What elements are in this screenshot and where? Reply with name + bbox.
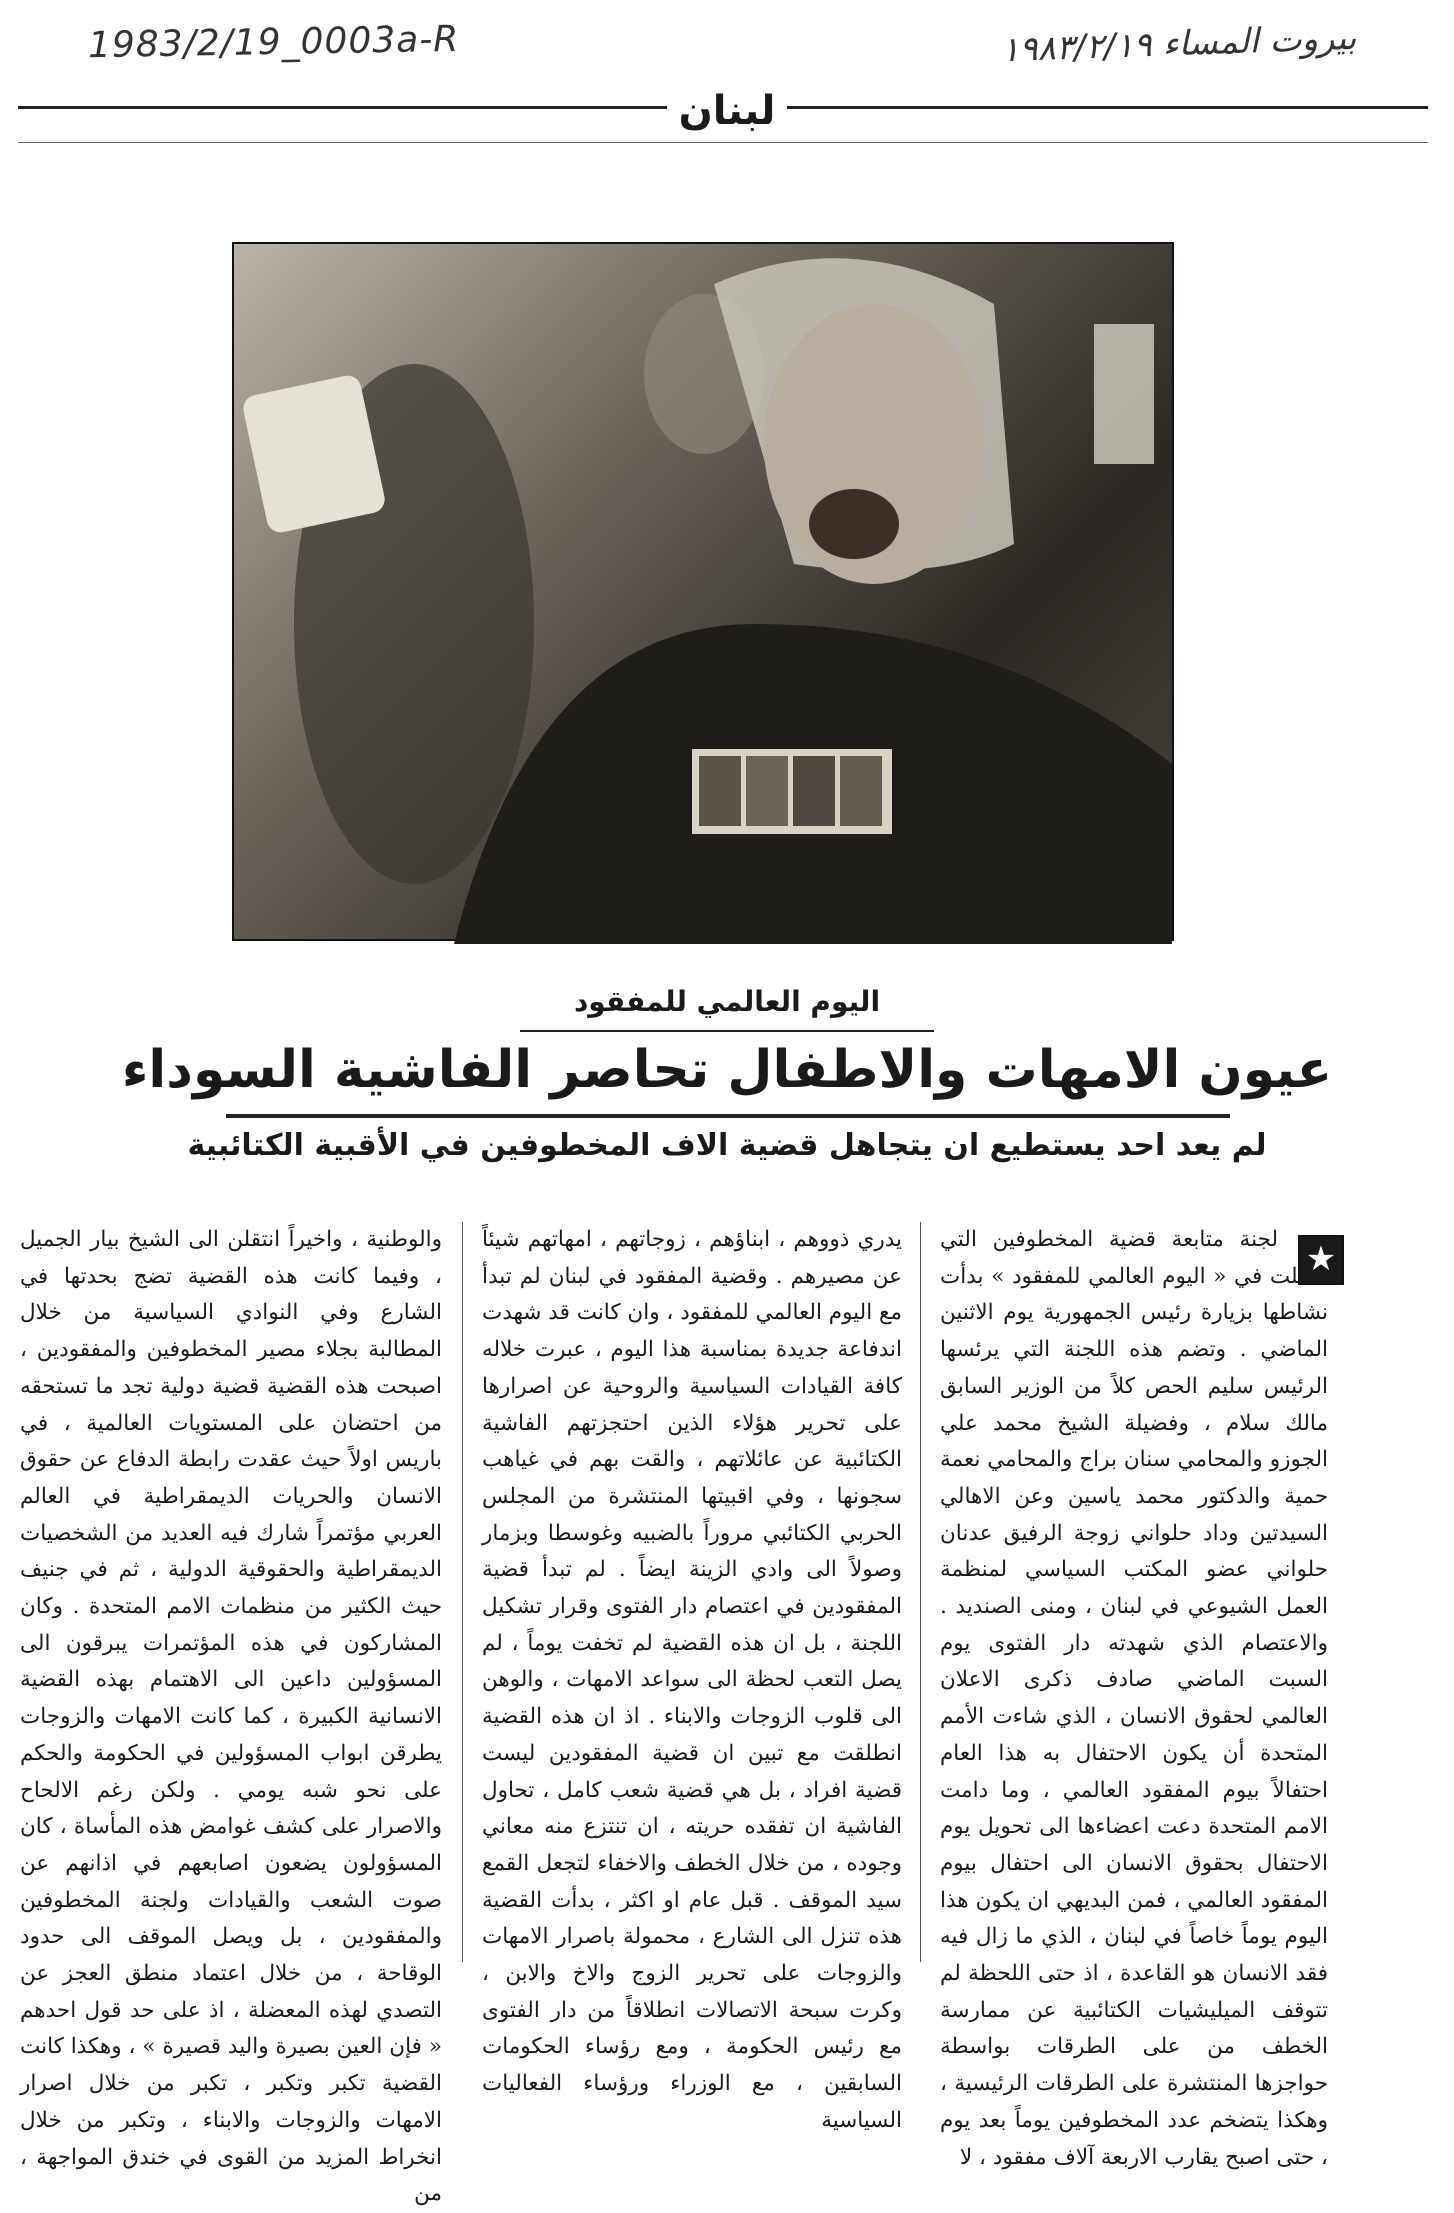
archive-code: 1983/2/19_0003a-R bbox=[87, 18, 460, 67]
article-column-left: والوطنية ، واخيراً انتقلن الى الشيخ بيار الجميل ، وفيما كانت هذه القضية تضج بحدتها في الشارع وفي النوادي السياسية من خلال المطالبة بجلاء مصير المخطوفين والمفقودين ، اصبحت هذه القضية قضية دولية تجد ما تستحقه من احتضان على المستويات العالمية ، في باريس اولاً حيث عقدت رابطة الدفاع عن حقوق الانسان والحريات الديمقراطية في العالم العربي مؤتمراً شارك فيه العديد من الشخصيات الديمقراطية والحقوقية الدولية ، ثم في جنيف حيث الكثير من منظمات الامم المتحدة . وكان المشاركون في هذه المؤتمرات يبرقون الى المسؤولين داعين الى الاهتمام بهذه القضية الانسانية الكبيرة ، كما كانت الامهات والزوجات يطرقن ابواب المسؤولين في الحكومة والحكم على نحو شبه يومي . ولكن رغم الالحاح والاصرار على كشف غوامض هذه المأساة ، كان المسؤولون يضعون اصابعهم في اذانهم عن صوت الشعب والقيادات ولجنة المخطوفين والمفقودين ، بل ويصل الموقف الى حدود الوقاحة ، من خلال اعتماد منطق العجز عن التصدي لهذه المعضلة ، اذ على حد قول احدهم « فإن العين بصيرة واليد قصيرة » ، وهكذا كانت القضية تكبر وتكبر ، تكبر من خلال اصرار الامهات والزوجات والابناء ، وتكبر من خلال انخراط المزيد من القوى في خندق المواجهة ، من bbox=[20, 1227, 442, 2207]
star-icon: ★ bbox=[1305, 1239, 1337, 1279]
section-label bbox=[0, 88, 1454, 134]
kicker-rule bbox=[520, 1030, 934, 1032]
headline-rule bbox=[226, 1114, 1230, 1118]
article-column-middle: يدري ذووهم ، ابناؤهم ، زوجاتهم ، امهاتهم شيئاً عن مصيرهم . وقضية المفقود في لبنان لم تبدأ مع اليوم العالمي للمفقود ، وان كانت قد شهدت اندفاعة جديدة بمناسبة هذا اليوم ، عبرت خلاله كافة القيادات السياسية والروحية عن اصرارها على تحرير هؤلاء الذين احتجزتهم الفاشية الكتائبية عن عائلاتهم ، والقت بهم في غياهب سجونها ، وفي اقبيتها المنتشرة من المجلس الحربي الكتائبي مروراً بالضبيه وغوسطا وبزمار وصولاً الى وادي الزينة ايضاً . لم تبدأ قضية المفقودين في اعتصام دار الفتوى وقرار تشكيل اللجنة ، بل ان هذه القضية لم تخفت يوماً ، لم يصل التعب لحظة الى سواعد الامهات ، والوهن الى قلوب الزوجات والابناء . اذ ان هذه القضية انطلقت مع تبين ان قضية المفقودين ليست قضية افراد ، بل هي قضية شعب كامل ، تحاول الفاشية ان تفقده حريته ، ان تنتزع منه معاني وجوده ، من خلال الخطف والاخفاء لتجعل القمع سيد الموقف . قبل عام او اكثر ، بدأت القضية هذه تنزل الى الشارع ، محمولة باصرار الامهات والزوجات على تحرير الزوج والاخ والابن ، وكرت سبحة الاتصالات انطلاقاً من دار الفتوى مع رئيس الحكومة ، ومع رؤساء الحكومات السابقين ، مع الوزراء ورؤساء الفعاليات السياسية bbox=[482, 1227, 902, 2133]
section-label-text: لبنان bbox=[667, 88, 788, 134]
column-divider bbox=[920, 1222, 921, 1962]
subhead: لم يعد احد يستطيع ان يتجاهل قضية الاف المخطوفين في الأقبية الكتائبية bbox=[187, 1128, 1267, 1163]
article-column-right: لجنة متابعة قضية المخطوفين التي شكلت في « اليوم العالمي للمفقود » بدأت نشاطها بزيارة رئيس الجمهورية يوم الاثنين الماضي . وتضم هذه اللجنة التي يرئسها الرئيس سليم الحص كلاً من الوزير السابق مالك سلام ، وفضيلة الشيخ محمد علي الجوزو والمحامي سنان براج والمحامي نعمة حمية والدكتور محمد ياسين وعن الاهالي السيدتين وداد حلواني زوجة الرفيق عدنان حلواني عضو المكتب السياسي لمنظمة العمل الشيوعي في لبنان ، ومنى الصنديد . والاعتصام الذي شهدته دار الفتوى يوم السبت الماضي صادف ذكرى الاعلان العالمي لحقوق الانسان ، الذي شاءت الأمم المتحدة أن يكون الاحتفال به هذا العام احتفالاً بيوم المفقود العالمي ، وما دامت الامم المتحدة دعت اعضاءها الى تحويل يوم الاحتفال بحقوق الانسان الى احتفال بيوم المفقود العالمي ، فمن البديهي ان يكون هذا اليوم يوماً خاصاً في لبنان ، الذي ما زال فيه فقد الانسان هو القاعدة ، اذ حتى اللحظة لم تتوقف الميليشيات الكتائبية عن ممارسة الخطف من على الطرقات بواسطة حواجزها المنتشرة على الطرقات الرئيسية ، وهكذا يتضخم عدد المخطوفين يوماً بعد يوم ، حتى اصبح يقارب الاربعة آلاف مفقود ، لا bbox=[940, 1227, 1328, 2170]
column-divider bbox=[462, 1222, 463, 1962]
photo-icon bbox=[234, 244, 1172, 939]
news-photo bbox=[232, 242, 1174, 941]
publication-note: بيروت المساء ١٩٨٣/٢/١٩ bbox=[999, 17, 1357, 71]
headline: عيون الامهات والاطفال تحاصر الفاشية السوداء bbox=[121, 1040, 1333, 1100]
kicker: اليوم العالمي للمفقود bbox=[573, 985, 881, 1018]
section-rule bbox=[18, 142, 1428, 143]
